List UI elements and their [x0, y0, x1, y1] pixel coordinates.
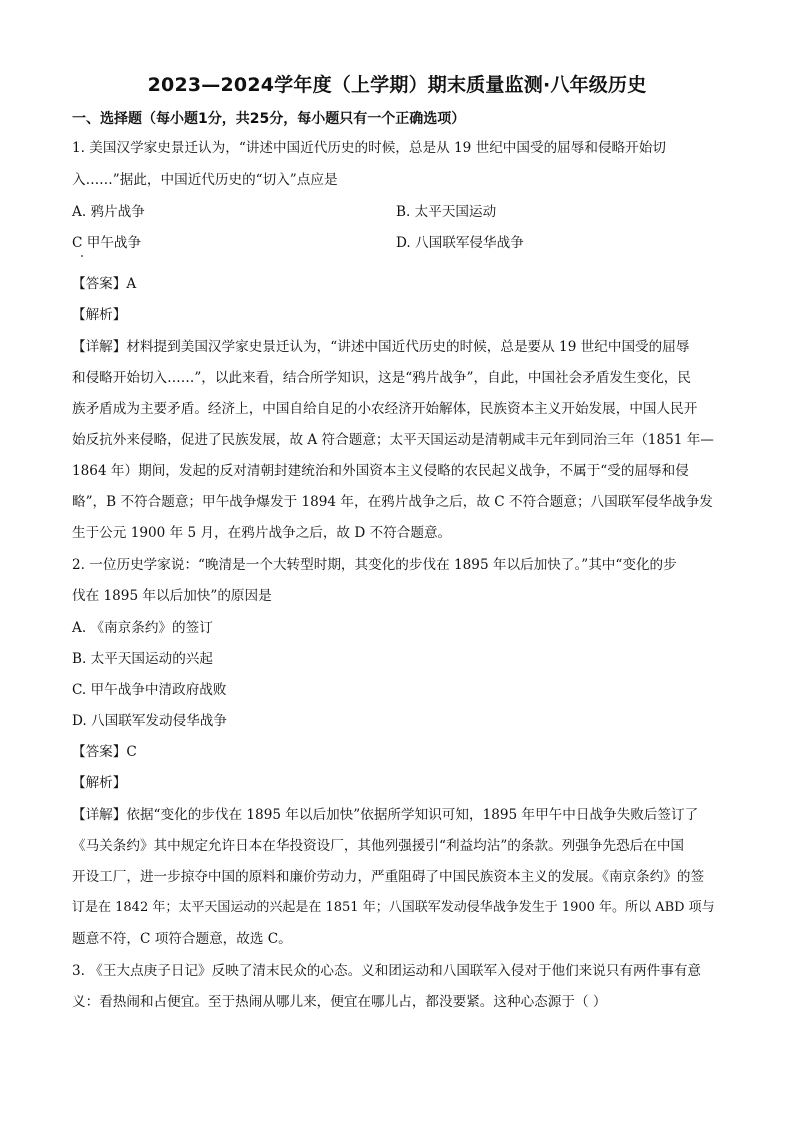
- q2-detail-line: 【详解】依据“变化的步伐在 1895 年以后加快”依据所学知识可知，1895 年甲午中日战争失败后签订了: [72, 807, 699, 823]
- q3-stem-line-2: 义：看热闹和占便宜。至于热闹从哪儿来，便宜在哪儿占，都没要紧。这种心态源于（ ）: [72, 994, 607, 1010]
- q1-detail-line: 1864 年）期间，发起的反对清朝封建统治和外国资本主义侵略的农民起义战争，不属于“受的屈辱和侵: [72, 463, 689, 479]
- stray-dot: [81, 255, 83, 257]
- q2-detail-line: 订是在 1842 年；太平天国运动的兴起是在 1851 年；八国联军发动侵华战争发生于 1900 年。所以 ABD 项与: [72, 900, 715, 915]
- q2-option-c: C. 甲午战争中清政府战败: [72, 682, 227, 698]
- q2-detail-line: 开设工厂，进一步掠夺中国的原料和廉价劳动力，严重阻碍了中国民族资本主义的发展。《南京条约》的签: [72, 869, 705, 885]
- q1-detail-line: 族矛盾成为主要矛盾。经济上，中国自给自足的小农经济开始解体，民族资本主义开始发展，中国人民开: [72, 401, 698, 417]
- q1-analysis-label: 【解析】: [72, 307, 127, 323]
- q2-detail-line: 《马关条约》其中规定允许日本在华投资设厂，其他列强援引“利益均沾”的条款。列强争先恐后在中国: [72, 838, 685, 854]
- q1-option-a: A. 鸦片战争: [72, 204, 145, 220]
- q2-analysis-label: 【解析】: [72, 775, 127, 791]
- q1-option-b: B. 太平天国运动: [396, 204, 497, 220]
- q2-option-b: B. 太平天国运动的兴起: [72, 651, 213, 667]
- q1-stem-line-2: 入……”据此，中国近代历史的“切入”点应是: [72, 172, 338, 188]
- q2-detail-line: 题意不符，C 项符合题意，故选 C。: [72, 931, 292, 947]
- q1-stem-line-1: 1. 美国汉学家史景迁认为，“讲述中国近代历史的时候，总是从 19 世纪中国受的屈辱和侵略开始切: [72, 140, 666, 156]
- q1-detail-line: 【详解】材料提到美国汉学家史景迁认为，“讲述中国近代历史的时候，总是要从 19 世纪中国受的屈辱: [72, 339, 690, 355]
- q2-stem-line-1: 2. 一位历史学家说：“晚清是一个大转型时期，其变化的步伐在 1895 年以后加快了。”其中“变化的步: [72, 557, 677, 573]
- q1-detail-line: 和侵略开始切入……”，以此来看，结合所学知识，这是“鸦片战争”，自此，中国社会矛盾发生变化，民: [72, 370, 691, 386]
- q1-option-d: D. 八国联军侵华战争: [396, 235, 524, 251]
- document-title: 2023—2024学年度（上学期）期末质量监测·八年级历史: [147, 74, 647, 96]
- section-heading: 一、选择题（每小题1分，共25分，每小题只有一个正确选项）: [72, 111, 466, 127]
- q1-detail-line: 生于公元 1900 年 5 月，在鸦片战争之后，故 D 不符合题意。: [72, 525, 452, 541]
- q2-answer: 【答案】C: [72, 744, 137, 760]
- q2-stem-line-2: 伐在 1895 年以后加快”的原因是: [72, 588, 272, 604]
- q1-detail-line: 始反抗外来侵略，促进了民族发展，故 A 符合题意；太平天国运动是清朝咸丰元年到同治三年（1851 年—: [72, 432, 714, 448]
- q1-answer: 【答案】A: [72, 276, 137, 292]
- q1-detail-line: 略”，B 不符合题意；甲午战争爆发于 1894 年，在鸦片战争之后，故 C 不符合题意；八国联军侵华战争发: [72, 494, 713, 510]
- q3-stem-line-1: 3. 《王大点庚子日记》反映了清末民众的心态。义和团运动和八国联军入侵对于他们来说只有两件事有意: [72, 963, 702, 979]
- q1-option-c: C 甲午战争: [72, 235, 142, 251]
- q2-option-d: D. 八国联军发动侵华战争: [72, 713, 227, 729]
- q2-option-a: A. 《南京条约》的签订: [72, 620, 213, 636]
